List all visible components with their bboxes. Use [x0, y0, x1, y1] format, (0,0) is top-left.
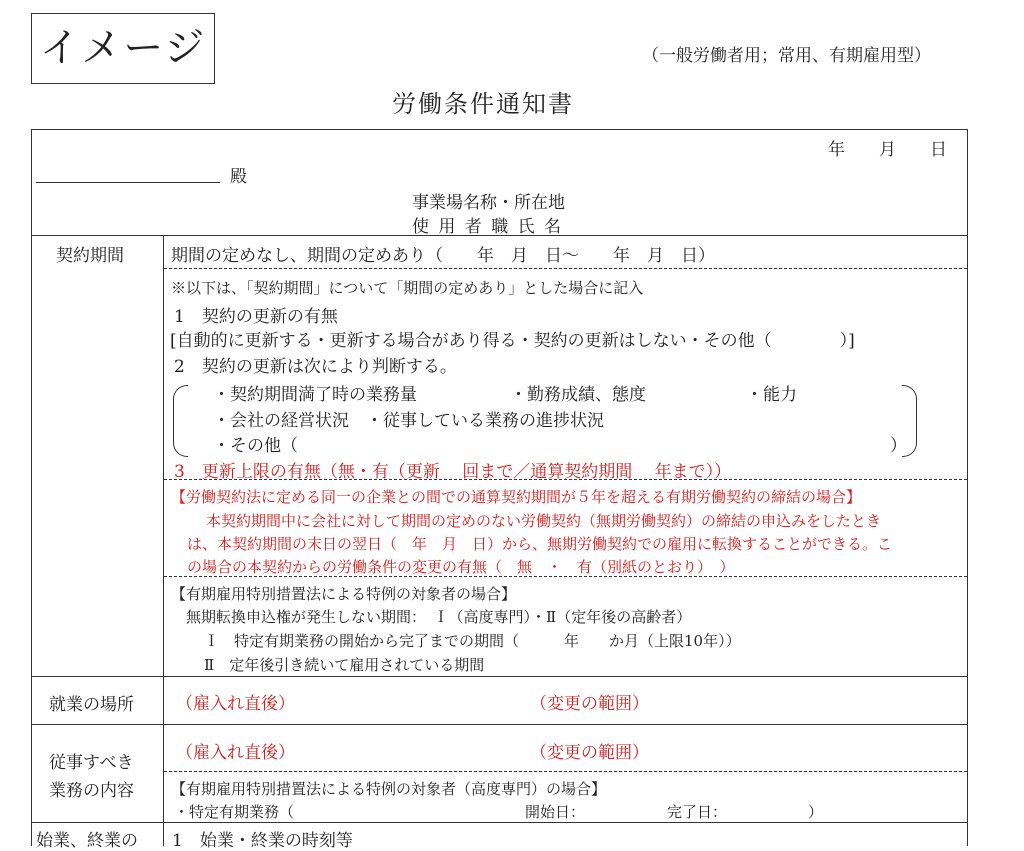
criteria-business: ・会社の経営状況 ・従事している業務の進捗状況: [213, 411, 604, 431]
duties-special-heading: 【有期雇用特別措置法による特例の対象者（高度専門）の場合】: [171, 780, 607, 798]
criteria-performance: ・勤務成績、態度: [510, 385, 646, 405]
renewal-limit: 3 更新上限の有無（無・有（更新 回まで／通算契約期間 年まで））: [174, 462, 732, 482]
end-date: 完了日：: [667, 803, 728, 821]
duties-label-1: 従事すべき: [49, 753, 134, 773]
workplace-label: 就業の場所: [49, 695, 134, 715]
employer-place: 事業場名称・所在地: [412, 193, 565, 213]
special-measures-line-2: Ｉ 特定有期業務の開始から完了までの期間（ 年 か月（上限10年））: [204, 632, 741, 650]
special-measures-heading: 【有期雇用特別措置法による特例の対象者の場合】: [171, 585, 517, 603]
employer-name: 使 用 者 職 氏 名: [412, 217, 564, 237]
hours-item-1: 1 始業・終業の時刻等: [172, 831, 353, 851]
contract-note: ※以下は、「契約期間」について「期間の定めあり」とした場合に記入: [171, 279, 644, 297]
addressee-suffix: 殿: [230, 167, 247, 187]
judgment-heading: 2 契約の更新は次により判断する。: [174, 357, 457, 377]
criteria-other-close: ）: [890, 436, 907, 456]
specific-work-close: ）: [808, 803, 824, 821]
special-measures-line-1: 無期転換申込権が発生しない期間： Ｉ（高度専門）・Ⅱ（定年後の高齢者）: [186, 608, 692, 626]
conversion-line-1: 本契約期間中に会社に対して期間の定めのない労働契約（無期労働契約）の締結の申込みをしたとき: [206, 512, 882, 530]
specific-work: ・特定有期業務（: [174, 803, 295, 821]
criteria-other: ・その他（: [213, 436, 298, 456]
addressee-blank: [36, 182, 220, 183]
duties-range: （変更の範囲）: [530, 743, 649, 763]
criteria-workload: ・契約期間満了時の業務量: [213, 385, 417, 405]
workplace-immediate: （雇入れ直後）: [176, 694, 295, 714]
conversion-heading: 【労働契約法に定める同一の企業との間での通算契約期間が５年を超える有期労働契約の締結の場合】: [171, 488, 862, 506]
duties-immediate: （雇入れ直後）: [176, 743, 295, 763]
workplace-range: （変更の範囲）: [530, 694, 649, 714]
hours-label: 始業、終業の: [36, 831, 138, 851]
contract-period-main: 期間の定めなし、期間の定めあり（ 年 月 日～ 年 月 日）: [171, 246, 715, 266]
document-title: 労働条件通知書: [392, 90, 574, 118]
date-line: 年 月 日: [828, 140, 947, 160]
conversion-line-3: の場合の本契約からの労働条件の変更の有無（ 無 ・ 有（別紙のとおり） ）: [187, 558, 735, 576]
special-measures-line-3: Ⅱ 定年後引き続いて雇用されている期間: [204, 656, 485, 674]
form-type: （一般労働者用；常用、有期雇用型）: [642, 46, 931, 66]
left-brace: [173, 385, 188, 457]
renewal-options: [自動的に更新する・更新する場合があり得る・契約の更新はしない・その他（ ）]: [170, 331, 855, 351]
criteria-ability: ・能力: [746, 385, 797, 405]
conversion-line-2: は、本契約期間の末日の翌日（ 年 月 日）から、無期労働契約での雇用に転換することができる。こ: [187, 535, 893, 553]
renewal-heading: 1 契約の更新の有無: [174, 307, 338, 327]
contract-period-label: 契約期間: [56, 246, 124, 266]
duties-label-2: 業務の内容: [49, 781, 134, 801]
image-stamp: イメージ: [31, 13, 215, 84]
start-date: 開始日：: [525, 803, 586, 821]
